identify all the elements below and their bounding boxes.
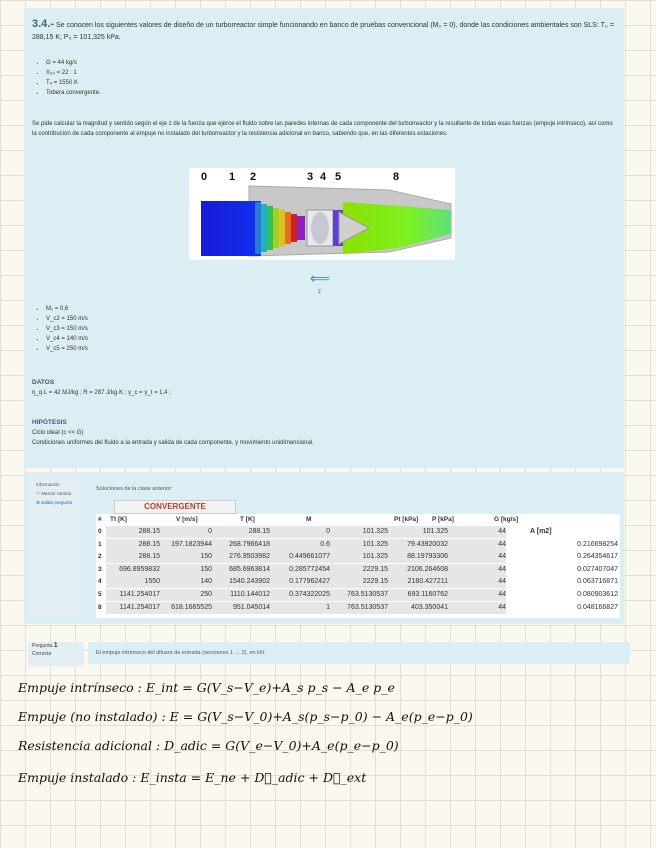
station-values-list: [32, 304, 88, 354]
header-cell: Tt [K]: [110, 516, 127, 523]
table-row: [96, 589, 620, 601]
table-cell: 685.6963814: [212, 564, 270, 576]
flow-direction-arrow-icon: ⟸: [310, 270, 331, 286]
table-cell: 197.1823944: [160, 539, 212, 551]
station-label: 8: [393, 171, 400, 183]
table-cell: 44: [448, 576, 506, 588]
station-label: 3: [307, 171, 314, 183]
table-cell: 1550: [106, 576, 160, 588]
table-cell: 0.216698254: [577, 540, 618, 548]
table-cell: 1: [98, 540, 102, 548]
table-cell: 288.15: [212, 526, 270, 538]
table-cell: 0.048166827: [577, 603, 618, 611]
header-cell: #: [98, 516, 102, 523]
question-1-info: [28, 642, 84, 666]
list-item: • V_c5 = 250 m/s: [46, 344, 88, 354]
station-label: 0: [201, 171, 208, 183]
table-cell: 696.8959832: [106, 564, 160, 576]
edit-label: Editar pregunta: [41, 500, 73, 505]
handwritten-line: Empuje (no instalado) : E = G(V_s−V_0)+A_s(p_s−p_0) − A_e(p_e−p_0): [18, 709, 473, 724]
header-cell: Pt [kPa]: [394, 516, 419, 523]
list-item: • V_c4 = 140 m/s: [46, 334, 88, 344]
flag-icon: ⚐: [36, 491, 41, 496]
table-cell: 0: [160, 526, 212, 538]
table-cell: 0.449661077: [270, 551, 330, 563]
table-cell: 288.15: [106, 526, 160, 538]
list-item: • Tobera convergente.: [46, 88, 101, 98]
table-cell: 140: [160, 576, 212, 588]
table-cell: 101.325: [330, 551, 388, 563]
info-label: Información: [36, 482, 60, 487]
table-cell: 2229.15: [330, 564, 388, 576]
table-cell: 250: [160, 589, 212, 601]
table-cell: 3: [98, 565, 102, 573]
table-cell: 268.7966418: [212, 539, 270, 551]
table-cell: 44: [448, 526, 506, 538]
datos-title: DATOS: [32, 379, 55, 386]
table-cell: 276.9503982: [212, 551, 270, 563]
station-label: 4: [320, 171, 327, 183]
table-cell: 1141.254017: [106, 602, 160, 614]
table-cell: 101.325: [330, 539, 388, 551]
question-number: 3.4.-: [32, 18, 55, 30]
given-list: [32, 58, 101, 98]
pregunta-status: Correcta: [32, 651, 52, 657]
axis-label-z: z: [318, 289, 321, 295]
header-cell: T [K]: [240, 516, 255, 523]
table-cell: 1540.243902: [212, 576, 270, 588]
table-cell: 403.350041: [388, 602, 448, 614]
table-cell: 44: [448, 551, 506, 563]
list-item: • G = 44 kg/s: [46, 58, 101, 68]
station-label: 2: [250, 171, 257, 183]
solutions-panel: [24, 472, 624, 624]
table-cell: 150: [160, 551, 212, 563]
header-cell: P [kPa]: [432, 516, 454, 523]
solutions-intro: Soluciones de la clase anterior:: [96, 486, 173, 492]
table-cell: 8: [98, 603, 102, 611]
table-cell: 0.6: [270, 539, 330, 551]
table-cell: 5: [98, 591, 102, 598]
table-cell: 101.325: [330, 526, 388, 538]
question-intro: [32, 18, 620, 44]
header-cell: G [kg/s]: [494, 516, 519, 523]
table-cell: 44: [448, 589, 506, 601]
header-cell: M: [306, 516, 312, 523]
table-cell: 2: [98, 553, 102, 561]
table-cell: 150: [160, 564, 212, 576]
datos-text: η_q·L = 42 MJ/kg ; R = 287 J/kg·K ; γ_c = γ_t = 1,4 ;: [32, 390, 171, 396]
table-cell: 2106.264608: [388, 564, 448, 576]
station-label: 5: [335, 171, 342, 183]
question-panel: [24, 8, 624, 468]
handwritten-line: Resistencia adicional : D_adic = G(V_e−V_0)+A_e(p_e−p_0): [18, 738, 399, 753]
table-cell: 0.177962427: [270, 576, 330, 588]
table-cell: 693.1160762: [388, 589, 448, 601]
pregunta-label: Pregunta: [32, 643, 53, 649]
table-cell: 0.264354617: [577, 553, 618, 561]
table-cell: 288.15: [106, 551, 160, 563]
list-item: • T₄ = 1550 K: [46, 78, 101, 88]
table-cell: 2229.15: [330, 576, 388, 588]
table-cell: 2180.427211: [388, 576, 448, 588]
table-row: [96, 564, 620, 576]
table-cell: A [m2]: [530, 528, 552, 535]
handwritten-line: Empuje intrínseco : E_int = G(V_s−V_e)+A_s p_s − A_e p_e: [18, 680, 395, 695]
question-info-box: [28, 476, 80, 616]
table-cell: 763.5130537: [330, 602, 388, 614]
header-cell: V [m/s]: [176, 516, 198, 523]
solutions-table: [96, 514, 620, 618]
table-cell: 288.15: [106, 539, 160, 551]
table-cell: 88.19793306: [388, 551, 448, 563]
handwritten-line: Empuje instalado : E_insta = E_ne + D⃗_adic + D⃗_ext: [18, 770, 367, 785]
table-cell: 44: [448, 564, 506, 576]
hipotesis-title: HIPÓTESIS: [32, 419, 67, 426]
flag-label: Marcar cambio: [41, 491, 72, 496]
pregunta-number: 1: [53, 642, 58, 649]
table-cell: 44: [448, 602, 506, 614]
table-cell: 1: [270, 602, 330, 614]
question-1-panel: [24, 638, 624, 668]
flag-question-button[interactable]: [28, 488, 80, 497]
station-label: 1: [229, 171, 236, 183]
engine-drawing: [189, 168, 455, 260]
table-cell: 0: [98, 528, 102, 535]
hipotesis-line: Condiciones uniformes del fluido a la entrada y salida de cada componente, y movimiento unidimensional.: [32, 440, 314, 446]
pregunta-text: El empuje intrínseco del difusor de entrada (secciones 1 → 2), en kN.: [88, 642, 630, 664]
table-row: [96, 539, 620, 551]
table-cell: 0.063716871: [577, 578, 618, 586]
table-header-row: [96, 514, 620, 526]
table-cell: 101.325: [388, 526, 448, 538]
list-item: • V_c3 = 150 m/s: [46, 324, 88, 334]
table-cell: 0: [270, 526, 330, 538]
list-item: • M₁ = 0,6: [46, 304, 88, 314]
list-item: • π₂₃ = 22 : 1: [46, 68, 101, 78]
question-intro-text: Se conocen los siguientes valores de diseño de un turborreactor simple funcionando en banco de pruebas convencional (M₀ = 0), donde las condiciones ambientales son SLS: T₀ = 288,15 K; P₀ = 101,325 kPa.: [32, 22, 614, 41]
table-cell: 951.045014: [212, 602, 270, 614]
table-row: [96, 602, 620, 614]
table-cell: 0.285772454: [270, 564, 330, 576]
engine-diagram: [189, 168, 455, 260]
solutions-content: [88, 476, 622, 620]
table-row: [96, 526, 620, 538]
list-item: • V_c2 = 150 m/s: [46, 314, 88, 324]
table-cell: 618.1665525: [160, 602, 212, 614]
table-cell: 1110.144012: [212, 589, 270, 601]
table-cell: 44: [448, 539, 506, 551]
table-cell: 763.5130537: [330, 589, 388, 601]
table-row: [96, 551, 620, 563]
table-cell: 0.027407047: [577, 565, 618, 573]
convergente-label: CONVERGENTE: [114, 500, 236, 514]
table-row: [96, 576, 620, 588]
table-cell: 0.080903612: [577, 591, 618, 598]
table-cell: 4: [98, 578, 102, 586]
task-text: Se pide calcular la magnitud y sentido según el eje z de la fuerza que ejerce el fluido sobre las paredes internas de cada componente del turborreactor y la resultante de todas esas fuerzas (empuje intrínseco), así como la contribución de cada componente al empuje no instalado del turborreactor y la resistencia adicional en banco, sabiendo que, en las diferentes estaciones:: [32, 121, 613, 137]
hipotesis-line: Ciclo ideal (c << G): [32, 430, 84, 436]
table-cell: 79.43920032: [388, 539, 448, 551]
table-cell: 1141.254017: [106, 589, 160, 601]
table-cell: 0.374322025: [270, 589, 330, 601]
edit-question-link[interactable]: [28, 497, 80, 506]
gear-icon: ⚙: [36, 500, 41, 505]
